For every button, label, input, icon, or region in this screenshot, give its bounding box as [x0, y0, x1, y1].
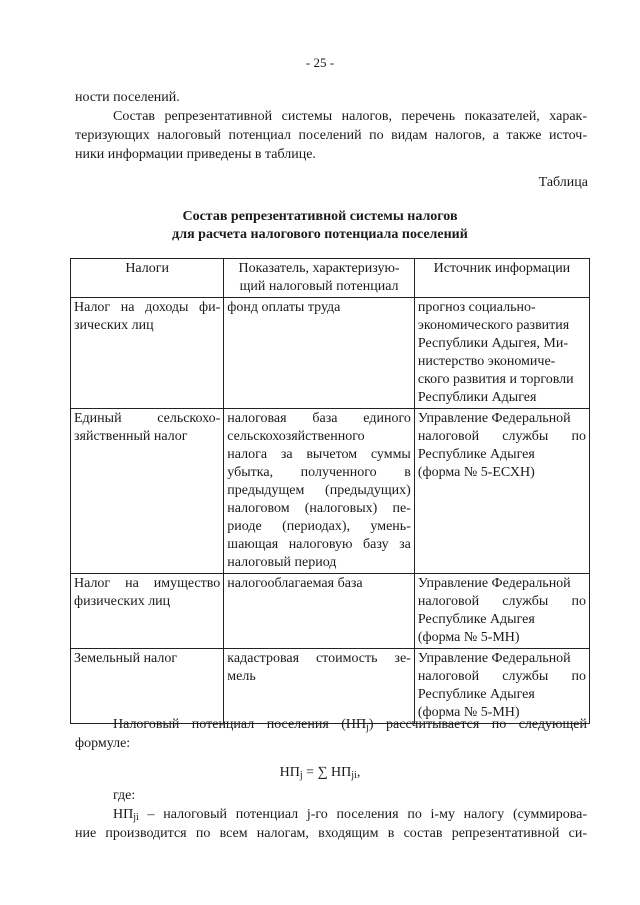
- cell-line: Земельный налог: [74, 651, 178, 666]
- header-indicator-line-2: щий налоговый потенциал: [239, 279, 399, 294]
- cell-line: фонд оплаты труда: [227, 300, 341, 315]
- cell-line: нистерство экономиче-: [417, 354, 556, 369]
- table-row: [71, 409, 590, 574]
- cell-line: налоговом (налоговых) пе-: [227, 501, 411, 516]
- formula-end: ,: [356, 765, 361, 780]
- header-source: Источник информации: [414, 259, 589, 298]
- formula-rhs-sub: ji: [351, 770, 357, 781]
- intro-line-2: Состав репрезентативной системы налогов, перечень показателей, харак-: [113, 109, 587, 124]
- cell-source: [414, 298, 589, 409]
- cell-line: (форма № 5-МН): [417, 705, 520, 720]
- cell-line: Республике Адыгея: [417, 447, 535, 462]
- cell-line: зических лиц: [74, 318, 154, 333]
- cell-line: ского развития и торговли: [417, 372, 574, 387]
- header-indicator: [224, 259, 415, 298]
- cell-line: налоговая база единого: [227, 411, 411, 426]
- cell-indicator: [224, 649, 415, 724]
- table-title-line-2: для расчета налогового потенциала поселений: [172, 227, 468, 242]
- cell-line: налога за вычетом суммы: [227, 447, 411, 462]
- cell-indicator: [224, 574, 415, 649]
- formula-lhs-sub: j: [299, 770, 303, 781]
- cell-line: убытка, полученного в: [227, 465, 411, 480]
- header-indicator-line-1: Показатель, характеризую-: [238, 261, 400, 276]
- cell-indicator: [224, 298, 415, 409]
- table-row: [71, 649, 590, 724]
- formula-intro-sub: j: [366, 722, 369, 733]
- cell-line: налоговой службы по: [417, 594, 586, 609]
- formula-intro-paragraph: [75, 715, 587, 753]
- cell-line: прогноз социально-: [417, 300, 536, 315]
- cell-line: риоде (периодах), умень-: [227, 519, 411, 534]
- table-row: [71, 574, 590, 649]
- where-definition-line-1: [75, 805, 587, 824]
- where-def-text-1: – налоговый потенциал j-го поселения по i-му налогу (суммирова-: [138, 807, 587, 822]
- cell-line: экономического развития: [417, 318, 570, 333]
- cell-line: физических лиц: [74, 594, 171, 609]
- formula-intro-line-1: [75, 715, 587, 734]
- cell-source: [414, 574, 589, 649]
- cell-tax: [71, 574, 224, 649]
- cell-line: шающая налоговую базу за: [227, 537, 411, 552]
- where-def-symbol: НП: [113, 807, 134, 822]
- table-title: [0, 208, 640, 244]
- formula-intro-text-b: ) рассчитывается по следующей: [368, 717, 587, 732]
- cell-line: Управление Федеральной: [417, 576, 571, 591]
- header-taxes: Налоги: [71, 259, 224, 298]
- cell-line: Республике Адыгея: [417, 687, 535, 702]
- cell-line: Налог на имущество: [74, 576, 221, 591]
- cell-tax: [71, 298, 224, 409]
- formula-intro-text-a: Налоговый потенциал поселения (НП: [113, 717, 367, 732]
- cell-line: Республики Адыгея, Ми-: [417, 336, 569, 351]
- cell-line: Республике Адыгея: [417, 612, 535, 627]
- cell-line: (форма № 5-ЕСХН): [417, 465, 535, 480]
- intro-line-3: теризующих налоговый потенциал поселений по видам налогов, а также источ-: [75, 128, 587, 143]
- cell-source: [414, 409, 589, 574]
- where-paragraph: [75, 786, 587, 843]
- cell-line: (форма № 5-МН): [417, 630, 520, 645]
- cell-line: мель: [227, 669, 256, 684]
- cell-line: сельскохозяйственного: [227, 429, 365, 444]
- cell-line: Налог на доходы фи-: [74, 300, 221, 315]
- cell-line: Управление Федеральной: [417, 651, 571, 666]
- cell-indicator: [224, 409, 415, 574]
- tax-system-table: [70, 258, 590, 724]
- table-title-line-1: Состав репрезентативной системы налогов: [182, 209, 458, 224]
- table-row: [71, 298, 590, 409]
- page-number: - 25 -: [305, 55, 335, 70]
- cell-line: налогооблагаемая база: [227, 576, 363, 591]
- table-header-row: [71, 259, 590, 298]
- cell-line: Республики Адыгея: [417, 390, 537, 405]
- cell-line: налоговой службы по: [417, 429, 586, 444]
- cell-line: зяйственный налог: [74, 429, 188, 444]
- where-label: где:: [113, 788, 136, 803]
- formula-lhs: НП: [279, 765, 300, 780]
- cell-line: налоговый период: [227, 555, 337, 570]
- where-definition-line-2: ние производится по всем налогам, входящим в состав репрезентативной си-: [75, 826, 587, 841]
- formula-op: = ∑ НП: [302, 765, 352, 780]
- cell-line: налоговой службы по: [417, 669, 586, 684]
- intro-line-4: ники информации приведены в таблице.: [75, 147, 316, 162]
- where-def-sub: ji: [133, 812, 139, 823]
- formula: [0, 765, 640, 781]
- intro-paragraph: [75, 88, 587, 164]
- intro-line-1: ности поселений.: [75, 90, 180, 105]
- cell-tax: [71, 409, 224, 574]
- table-caption: Таблица: [538, 175, 588, 190]
- formula-intro-line-2: формуле:: [75, 736, 131, 751]
- cell-line: Единый сельскохо-: [74, 411, 221, 426]
- cell-source: [414, 649, 589, 724]
- cell-line: кадастровая стоимость зе-: [227, 651, 411, 666]
- cell-line: предыдущем (предыдущих): [227, 483, 411, 498]
- cell-line: Управление Федеральной: [417, 411, 571, 426]
- cell-tax: [71, 649, 224, 724]
